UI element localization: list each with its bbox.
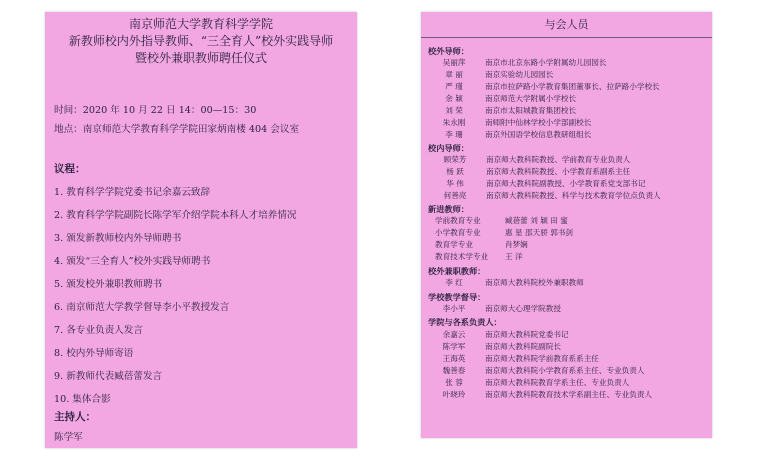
event-time: 时间：2020 年 10 月 22 日 14：00—15：30 xyxy=(54,105,257,116)
attendee-name: 叶晓玲 xyxy=(442,390,466,399)
agenda-item: 7. 各专业负责人发言 xyxy=(54,325,143,336)
attendee-title: 南京师大教科院教育技术学系副主任、专业负责人 xyxy=(485,390,653,399)
section-heading: 校内导师： xyxy=(428,143,469,153)
agenda-item: 8. 校内外导师寄语 xyxy=(54,348,134,359)
attendee-title: 南京师大教科院学前教育系系主任 xyxy=(485,354,599,363)
attendee-title: 南京师大教科院教授、科学与技术教育学位点负责人 xyxy=(486,191,661,200)
teacher-names: 臧蓓蕾 刘 颖 田 蜜 xyxy=(505,216,568,225)
attendee-name: 吴丽萍 xyxy=(442,58,466,67)
attendee-title: 南京师大教科院教育学系主任、专业负责人 xyxy=(485,378,630,387)
attendee-name: 朱永刚 xyxy=(442,118,466,127)
major-name: 教育技术学专业 xyxy=(435,252,489,261)
title-divider xyxy=(421,37,712,38)
attendee-name: 杨 跃 xyxy=(446,167,464,176)
major-name: 教育学专业 xyxy=(435,240,473,249)
attendee-title: 南京师大教科院副教授、小学教育系党支部书记 xyxy=(486,179,646,188)
ceremony-program-sheet xyxy=(45,12,357,448)
attendee-title: 南京师大教科院小学教育系系主任、专业负责人 xyxy=(485,366,645,375)
agenda-item: 3. 颁发新教师校内外导师聘书 xyxy=(54,233,182,244)
major-name: 小学教育专业 xyxy=(435,228,481,237)
attendee-title: 南京师大教科院副院长 xyxy=(485,342,561,351)
attendee-title: 南师附中仙林学校小学部副校长 xyxy=(485,118,592,127)
program-title-line-2: 新教师校内外指导教师、“三全育人”校外实践导师 xyxy=(68,34,334,48)
host-name: 陈学军 xyxy=(54,432,83,443)
attendee-title: 南京实验幼儿园园长 xyxy=(485,70,554,79)
agenda-heading: 议程： xyxy=(54,163,86,175)
agenda-item: 5. 颁发校外兼职教师聘书 xyxy=(54,279,163,290)
section-heading: 校外兼职教师： xyxy=(428,266,486,276)
attendee-title: 南京外国语学校信息教研组组长 xyxy=(485,130,592,139)
attendee-name: 华 伟 xyxy=(446,179,464,188)
major-name: 学前教育专业 xyxy=(435,216,481,225)
section-heading: 学校教学督导： xyxy=(428,292,486,302)
attendee-title: 南京市北京东路小学附属幼儿园园长 xyxy=(485,58,607,67)
attendee-name: 余 颖 xyxy=(445,94,463,103)
attendee-title: 南京市太阳城教育集团校长 xyxy=(485,106,577,115)
section-heading: 学院与各系负责人： xyxy=(428,317,502,327)
attendee-name: 陈学军 xyxy=(442,342,466,351)
attendee-title: 南京师大心理学院教授 xyxy=(485,304,561,313)
attendee-title: 南京师大教科院教授、学前教育专业负责人 xyxy=(486,155,631,164)
section-heading: 新进教师： xyxy=(428,204,469,214)
attendee-title: 南京师大教科院校外兼职教师 xyxy=(485,278,584,287)
attendee-name: 余嘉云 xyxy=(442,330,466,339)
attendee-name: 李 红 xyxy=(445,278,463,287)
agenda-item: 1. 教育科学学院党委书记余嘉云致辞 xyxy=(54,187,211,198)
attendee-name: 李 珊 xyxy=(445,130,463,139)
attendee-name: 张 蓉 xyxy=(445,378,463,387)
attendee-title: 南京师大教科院党委书记 xyxy=(485,330,569,339)
attendee-name: 王海英 xyxy=(442,354,466,363)
agenda-item: 4. 颁发“三全育人”校外实践导师聘书 xyxy=(54,256,211,267)
attendee-list-title: 与会人员 xyxy=(544,18,589,31)
teacher-names: 王 洋 xyxy=(505,252,523,261)
program-title-line-3: 暨校外兼职教师聘任仪式 xyxy=(134,51,267,65)
attendee-name: 章 丽 xyxy=(445,70,463,79)
attendee-name: 顾荣芳 xyxy=(443,155,467,164)
attendee-title: 南京师范大学附属小学校长 xyxy=(485,94,577,103)
attendee-title: 南京师大教科院教授、小学教育系副系主任 xyxy=(486,167,631,176)
agenda-item: 10. 集体合影 xyxy=(54,394,111,405)
agenda-item: 9. 新教师代表臧蓓蕾发言 xyxy=(54,371,163,382)
attendee-name: 魏善春 xyxy=(442,366,466,375)
teacher-names: 惠 星 邵天骄 郭书剑 xyxy=(505,228,573,237)
attendee-title: 南京市拉萨路小学教育集团董事长、拉萨路小学校长 xyxy=(485,82,660,91)
section-heading: 校外导师： xyxy=(428,46,469,56)
teacher-names: 肖梦娴 xyxy=(505,240,528,249)
agenda-item: 6. 南京师范大学教学督导李小平教授发言 xyxy=(54,302,230,313)
attendee-list-sheet xyxy=(421,12,712,438)
attendee-name: 刘 荣 xyxy=(445,106,463,115)
attendee-name: 何善亮 xyxy=(443,191,467,200)
event-location: 地点：南京师范大学教育科学学院田家炳南楼 404 会议室 xyxy=(54,124,300,135)
host-heading: 主持人： xyxy=(54,411,96,423)
agenda-item: 2. 教育科学学院副院长陈学军介绍学院本科人才培养情况 xyxy=(54,210,297,221)
attendee-name: 李小平 xyxy=(442,304,466,313)
program-title-line-1: 南京师范大学教育科学学院 xyxy=(128,17,273,31)
attendee-name: 严 瑾 xyxy=(445,82,463,91)
